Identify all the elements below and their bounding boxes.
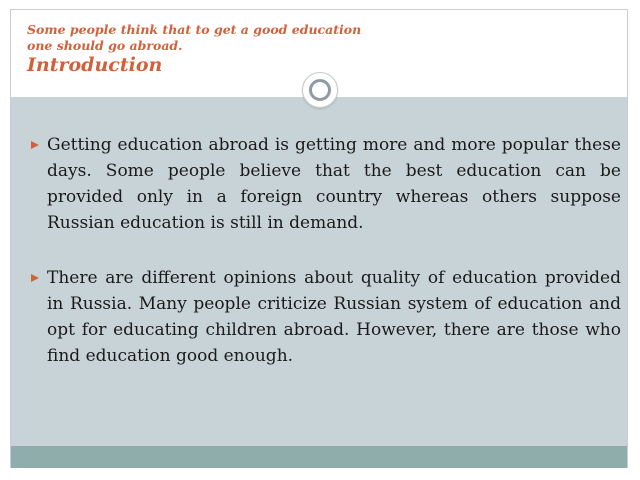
slide-title: Introduction (27, 54, 163, 76)
slide-subtitle: Some people think that to get a good education one should go abroad. (27, 22, 362, 53)
bullet-list (29, 132, 621, 398)
bullet-arrow-icon (31, 274, 39, 282)
slide (10, 9, 628, 468)
slide-footer-band (11, 446, 627, 468)
ring-divider-inner (309, 79, 331, 101)
bullet-text: Getting education abroad is getting more and more popular these days. Some people believe that the best education can be provided only in a foreign country whereas others suppose Russian education is still in demand. (47, 135, 621, 233)
ring-divider-icon (302, 72, 338, 108)
bullet-item (29, 132, 621, 236)
bullet-arrow-icon (31, 141, 39, 149)
bullet-text: There are different opinions about quality of education provided in Russia. Many people criticize Russian system of education and opt for educating children abroad. However, there are those who find education good enough. (47, 268, 621, 366)
bullet-item (29, 265, 621, 369)
